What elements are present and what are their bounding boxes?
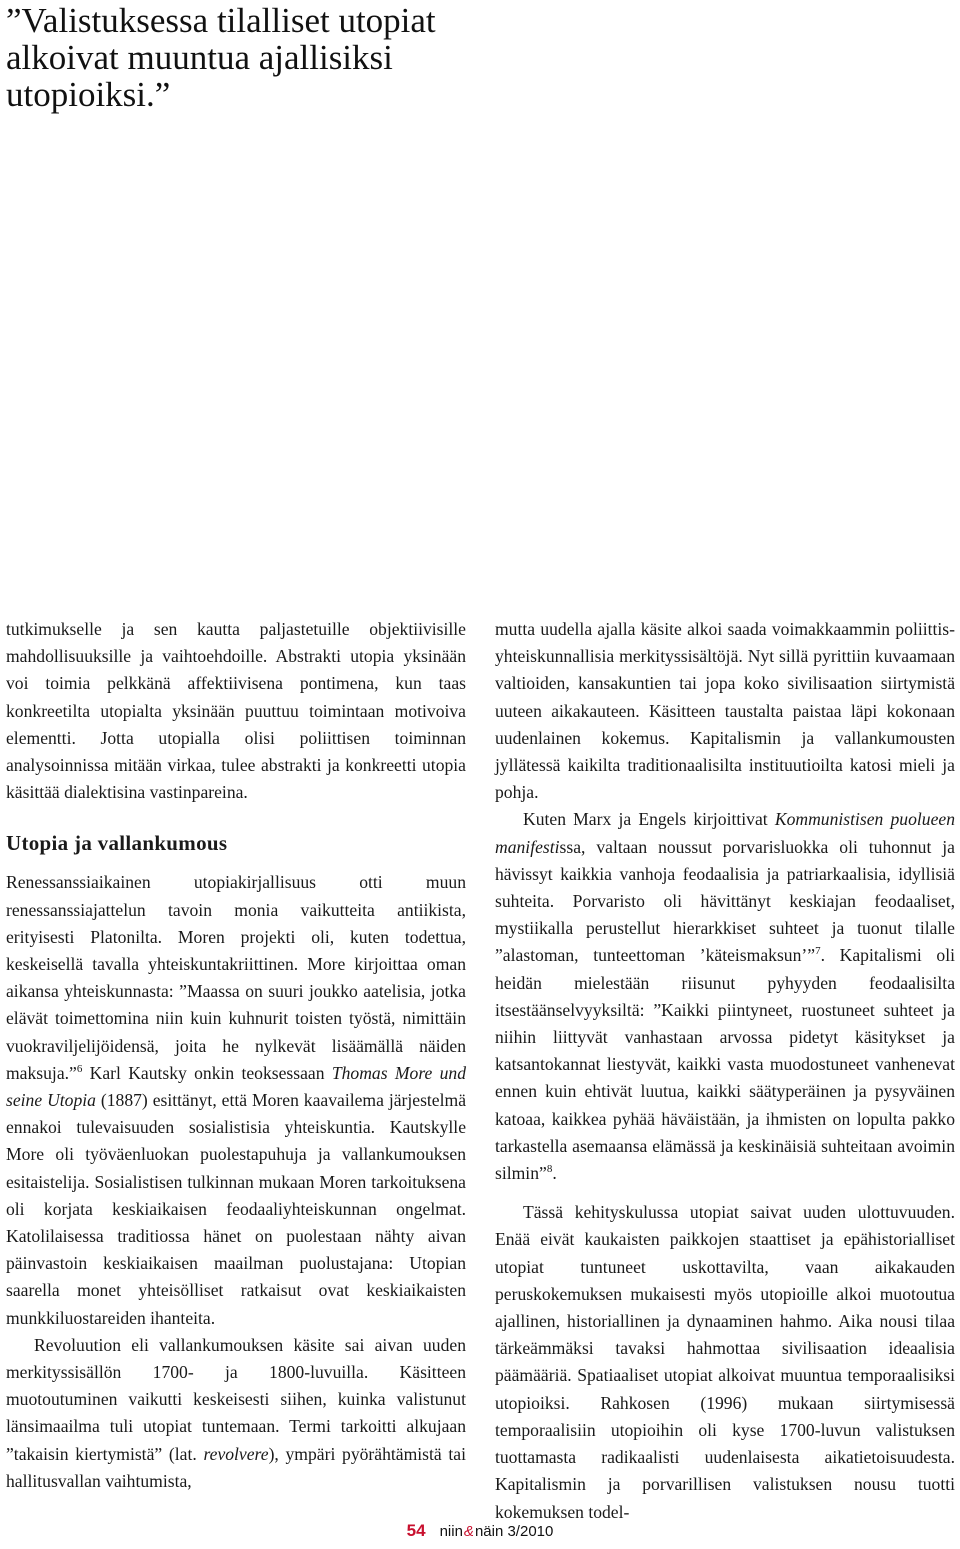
paragraph: mutta uudella ajalla käsite alkoi saada voimakkaammin poliittis-yhteiskunnallisia merkityssisältöjä. Nyt sillä pyrittiin kuvaamaan valtioiden, kansakuntien tai jopa koko sivilisaation siirtymistä uuteen aikakauteen. Käsitteen taustalta paistaa läpi kokonaan uudenlainen kokemus. Kapitalismin ja vallankumousten jyllätessä kaikilta traditionaalisilta instituutioilta katosi mieli ja pohja. [495,619,955,803]
right-column [495,616,955,1526]
paragraph: Revoluution eli vallankumouksen käsite sai aivan uuden merkityssisällön 1700- ja 1800-luvuilla. Käsitteen muotoutuminen vaikutti keskeisesti siihen, kuinka valistunut länsimaailma tuli utopiat tuntemaan. Termi tarkoitti alkujaan ”takaisin kiertymistä” (lat. revolvere), ympäri pyörähtämistä tai hallitusvallan vaihtumista, [6,1334,466,1491]
page-number: 54 [406,1521,426,1540]
paragraph: Renessanssiaikainen utopiakirjallisuus otti muun renessanssiajattelun tavoin monia vaikutteita antiikista, erityisesti Platonilta. Moren projekti oli, kuten todettua, keskeisellä tavalla yhteiskuntakriittinen. More kirjoittaa oman aikansa yhteiskunnasta: ”Maassa on suuri joukko aatelisia, jotka elävät toimettomina niin kuin kuhnurit toisten työstä, nimittäin vuokraviljelijöidensä, joita he nylkevät lisäämällä näiden maksuja.”$^6$ Karl Kautsky onkin teoksessaan Thomas More und seine Utopia (1887) esittänyt, että Moren kaavailema järjestelmä ennakoi tulevaisuuden sosialistisia yhteiskuntia. Kautskylle More oli työväenluokan puolestapuhuja ja vallankumouksen esitaistelija. Sosialistisen tulkinnan mukaan Moren tarkoituksena oli korjata keskiaikaisen feodaaliyhteiskunnan ongelmat. Katolilaisessa traditiossa hänet on puolestaan nähty aivan päinvastoin keskiaikaisen maailman puolustajana: Utopian saarella monet yhteisölliset ratkaisut ovat keskiaikaisten munkkiluostareiden ihanteita. [6,872,467,1328]
paragraph: tutkimukselle ja sen kautta paljastetuille objektiivisille mahdollisuuksille ja vaihtoehdoille. Abstrakti utopia yksinään voi toimia pelkkänä affektiivisena pontimena, kun taas konkreetilta utopialta yksinään puuttuu toimintaan motivoiva elementti. Jotta utopialla olisi poliittisen toiminnan analysoinnissa mitään virkaa, tulee abstrakti ja konkreetti utopia käsittää dialektisina vastinpareina. [6,619,466,803]
latin-term: revolvere [203,1443,269,1464]
paragraph: Tässä kehityskulussa utopiat saivat uuden ulottuvuuden. Enää eivät kaukaisten paikkojen staattiset ja epähistorialliset utopiat tuntuneet uskottavilta, vaan aikakauden peruskokemuksen mukaisesti myös utopioille alkoi muotoutua ajallinen, historiallinen ja dynaaminen hahmo. Aika nousi tilaa tärkeämmäksi tavaksi hahmottaa sivilisaation ideaalisia päämääriä. Spatiaaliset utopiat alkoivat muuntua temporaalisiksi utopioiksi. Rahkosen (1996) mukaan siirtymisessä temporaalisiin utopioihin oli kyse 1700-luvun valistuksen tuottamasta radikaalisti uudenlaisesta aikatietoisuudesta. Kapitalismin ja porvarillisen valistuksen nousu tuotti kokemuksen todel- [495,1202,955,1522]
magazine-name: niin&näin 3/2010 [439,1523,554,1540]
paragraph: Kuten Marx ja Engels kirjoittivat Kommunistisen puolueen manifestissa, valtaan noussut porvarisluokka oli tuhonnut ja hävissyt kaikkia vanhoja feodaalisia ja patriarkaalisia, idyllisiä suhteita. Porvaristo oli hävittänyt keskiajan feodaaliset, mystiikalla perustellut hierarkkiset suhteet ja tuonut tilalle ”alastoman, tunteettoman ’käteismaksun’”$^7$. Kapitalismi oli heidän mielestään riisunut pyhyyden feodaalisilta itsestäänselvyyksiltä: ”Kaikki piintyneet, ruostuneet suhteet ja niihin liittyvät vanhastaan arvossa pidetyt käsitykset ja katsantokannat liestyvät, kaikki vasta muodostuneet vanhenevat ennen kuin ehtivät luutua, kaikki säätyperäinen ja pysyväinen katoaa, kaikkea pyhää häväistään, ja ihmisten on lopulta pakko tarkastella asemaansa elämässä ja keskinäisiä suhteitaan avoimin silmin”$^8$. [495,809,955,1184]
left-column [6,616,466,1495]
section-heading: Utopia ja vallankumous [6,831,228,856]
footnote-ref: 6 [76,1062,83,1075]
page-footer [0,1521,960,1541]
footnote-ref: 8 [546,1163,553,1176]
footnote-ref: 7 [815,945,821,958]
book-title: Kommunistisen puolueen manifesti [495,809,955,857]
pull-quote: ”Valistuksessa tilalliset utopiat alkoivat muuntua ajallisiksi utopioiksi.” [6,1,436,114]
book-title: Thomas More und seine Utopia [6,1062,467,1111]
